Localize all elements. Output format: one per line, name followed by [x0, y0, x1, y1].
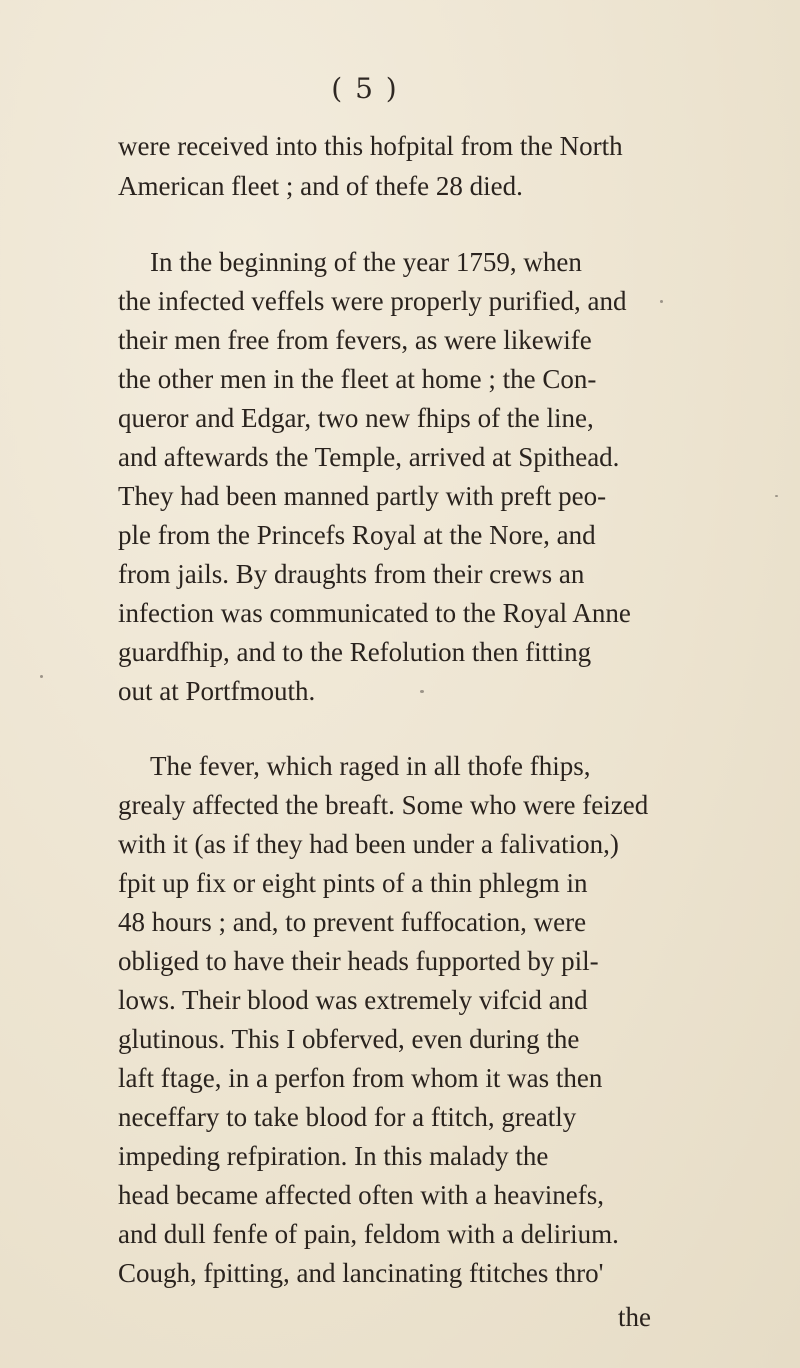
text-line: out at Portfmouth.: [118, 676, 316, 706]
text-line: neceffary to take blood for a ftitch, greatly: [118, 1102, 577, 1132]
text-line: the other men in the fleet at home ; the Con-: [118, 364, 597, 394]
text-line: their men free from fevers, as were likewife: [118, 325, 592, 355]
text-line: American fleet ; and of thefe 28 died.: [118, 171, 523, 201]
text-line: 48 hours ; and, to prevent fuffocation, were: [118, 907, 587, 937]
text-line: Cough, fpitting, and lancinating ftitches thro': [118, 1258, 604, 1288]
text-line: lows. Their blood was extremely vifcid and: [118, 985, 588, 1015]
text-line: laft ftage, in a perfon from whom it was then: [118, 1063, 603, 1093]
text-line: They had been manned partly with preft peo-: [118, 481, 607, 511]
text-line: grealy affected the breaft. Some who were feized: [118, 790, 649, 820]
text-line: The fever, which raged in all thofe fhips,: [150, 751, 591, 781]
text-line: the infected veffels were properly purified, and: [118, 286, 627, 316]
text-line: and aftewards the Temple, arrived at Spithead.: [118, 442, 620, 472]
text-line: glutinous. This I obferved, even during the: [118, 1024, 580, 1054]
text-line: were received into this hofpital from the North: [118, 131, 623, 161]
text-line: impeding refpiration. In this malady the: [118, 1141, 549, 1171]
text-line: fpit up fix or eight pints of a thin phlegm in: [118, 868, 588, 898]
text-line: guardfhip, and to the Refolution then fitting: [118, 637, 592, 667]
text-line: ple from the Princefs Royal at the Nore, and: [118, 520, 596, 550]
text-line: with it (as if they had been under a falivation,): [118, 829, 619, 859]
text-line: and dull fenfe of pain, feldom with a delirium.: [118, 1219, 619, 1249]
page-number: ( 5 ): [331, 72, 399, 105]
paper-speck: [420, 690, 424, 693]
paper-speck: [660, 300, 663, 303]
paper-speck: [775, 495, 778, 497]
text-line: infection was communicated to the Royal Anne: [118, 598, 631, 628]
catchword: the: [618, 1302, 651, 1332]
text-line: from jails. By draughts from their crews an: [118, 559, 585, 589]
text-line: obliged to have their heads fupported by pil-: [118, 946, 599, 976]
paper-speck: [40, 675, 43, 678]
text-line: queror and Edgar, two new fhips of the line,: [118, 403, 594, 433]
text-line: In the beginning of the year 1759, when: [150, 247, 582, 277]
text-line: head became affected often with a heavinefs,: [118, 1180, 604, 1210]
